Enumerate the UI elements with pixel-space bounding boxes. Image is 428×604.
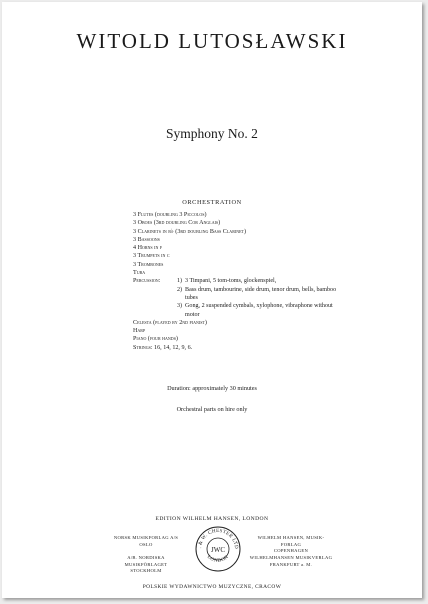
percussion-item — [177, 302, 353, 319]
seal-monogram: JWC — [211, 546, 225, 554]
chester-seal-logo — [193, 524, 243, 574]
instrument-line: 3 Clarinets in b♭ (3rd doubling Bass Clarinet) — [133, 228, 246, 235]
percussion-list — [177, 277, 353, 318]
percussion-text: Gong, 2 suspended cymbals, xylophone, vibraphone without motor — [185, 303, 333, 318]
instrument-line: Strings: 16, 14, 12, 9, 6. — [133, 344, 193, 351]
polish-publisher: POLSKIE WYDAWNICTWO MUZYCZNE, CRACOW — [142, 584, 282, 590]
publisher-hansen-copenhagen — [248, 535, 334, 555]
duration-note: Duration: approximately 30 minutes — [167, 385, 257, 392]
publisher-name: A/B. NORDISKA MUSIKFÖRLAGET — [124, 555, 168, 567]
orchestration-heading: ORCHESTRATION — [182, 199, 242, 206]
publisher-name: WILHELMHANSEN MUSIKVERLAG — [249, 555, 333, 560]
instrument-line: 3 Trumpets in c — [133, 253, 170, 260]
edition-line: EDITION WILHELM HANSEN, LONDON — [155, 516, 269, 522]
hire-note: Orchestral parts on hire only — [176, 406, 248, 413]
percussion-number: 3) — [177, 303, 183, 310]
publisher-city: COPENHAGEN — [273, 548, 309, 553]
percussion-item — [177, 286, 353, 303]
publisher-name: WILHELM HANSEN, MUSIK-FORLAG — [257, 535, 325, 547]
instrument-line: Tuba — [133, 270, 146, 277]
instrument-line: 3 Bassoons — [133, 236, 160, 243]
publisher-hansen-frankfurt — [248, 555, 334, 568]
publisher-name: NORSK MUSIKFORLAG A/S — [113, 535, 179, 540]
percussion-text: 3 Timpani, 5 tom-toms, glockenspiel, — [185, 278, 277, 285]
seal-top-text: . & W. CHESTER LTD — [197, 528, 239, 550]
percussion-text: Bass drum, tambourine, side drum, tenor drum, bells, bamboo tubes — [185, 286, 337, 301]
percussion-label: Percussion: — [133, 278, 161, 285]
composer-name: WITOLD LUTOSŁAWSKI — [76, 29, 348, 53]
publisher-nordiska — [106, 555, 186, 575]
instrument-line: Harp — [133, 328, 146, 335]
svg-text:LONDON — [206, 555, 230, 564]
instrument-line: 3 Flutes (doubling 3 Piccolos) — [133, 212, 207, 218]
score-title-page — [2, 2, 422, 598]
instrument-line: Piano (four hands) — [133, 336, 178, 343]
publisher-city: STOCKHOLM — [130, 568, 162, 573]
seal-bottom-text: LONDON — [205, 554, 231, 564]
instrument-line: 4 Horns in f — [133, 245, 163, 252]
publisher-city: OSLO — [139, 541, 153, 547]
percussion-block — [133, 277, 353, 318]
instrument-line: Celesta (played by 2nd pianist) — [133, 319, 207, 326]
publisher-city: FRANKFURT a. M. — [269, 561, 313, 567]
percussion-item — [177, 277, 353, 285]
instrument-line: 3 Trombones — [133, 261, 164, 268]
publisher-norsk — [106, 535, 186, 548]
percussion-number: 1) — [177, 278, 183, 285]
percussion-number: 2) — [177, 286, 183, 293]
instrument-line: 3 Oboes (3rd doubling Cor Anglais) — [133, 220, 221, 227]
instrumentation-list — [133, 211, 353, 352]
work-title: Symphony No. 2 — [166, 126, 258, 141]
